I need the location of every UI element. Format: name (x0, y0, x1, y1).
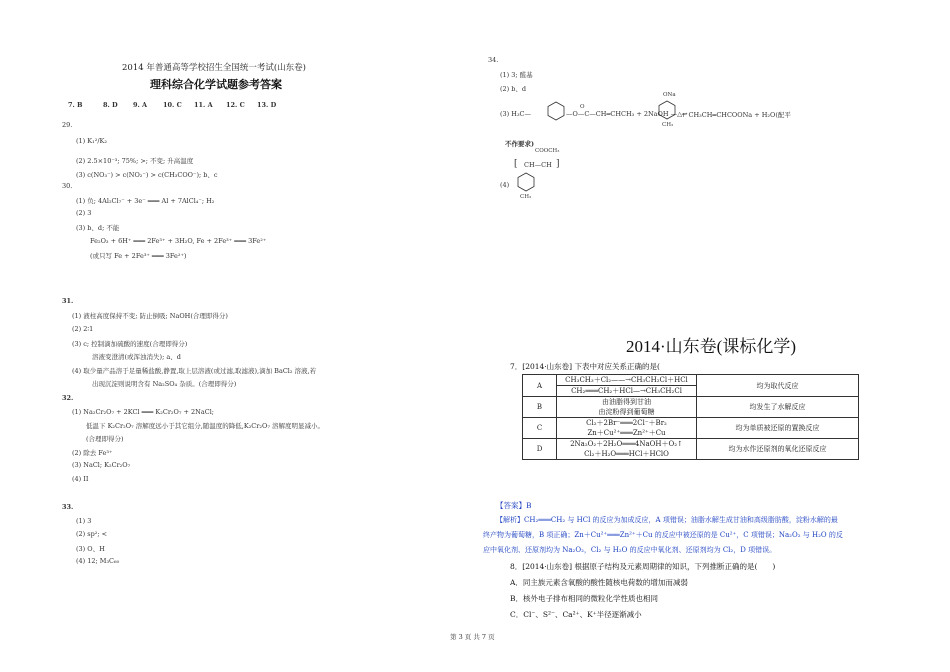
answer-key-title: 理科综合化学试题参考答案 (150, 78, 282, 91)
table-row (523, 439, 859, 450)
table-row (523, 397, 859, 408)
q31-number: 31. (62, 297, 74, 305)
polymer-ester-label: COOCH₃ (535, 148, 560, 154)
mc-answer: 11. A (194, 101, 213, 109)
q30-line: (1) 负; 4Al₂Cl₇⁻ + 3e⁻ ═══ Al + 7AlCl₄⁻; H₂ (76, 197, 215, 205)
benzene-ring-icon (658, 100, 676, 120)
option-cell: B (523, 397, 557, 418)
ona-label: ONa (663, 92, 676, 98)
relation-cell: 均发生了水解反应 (697, 397, 859, 418)
q8-stem: 8．[2014·山东卷] 根据原子结构及元素周期律的知识，下列推断正确的是( ) (510, 562, 776, 571)
q34-number: 34. (488, 56, 499, 64)
relation-cell: 均为单质被还原的置换反应 (697, 418, 859, 439)
q34-line: (1) 3; 醛基 (500, 71, 533, 79)
q31-line: (3) c; 控制滴加硫酸的速度(合理即得分) (72, 340, 188, 348)
q32-number: 32. (62, 394, 74, 402)
reaction-cell: Cl₂＋2Br⁻═══2Cl⁻＋Br₂ (557, 418, 697, 429)
q34-reaction-mid: —O—C—CH═CHCH₃ + 2NaOH —△→ (566, 110, 688, 118)
reaction-cell: CH₂═══CH₂＋HCl—→CH₃CH₂Cl (557, 386, 697, 397)
q7-analysis: 终产物为葡萄糖，B 项正确；Zn＋Cu²⁺═══Zn²⁺＋Cu 的反应中被还原的是 Cu²⁺，C 项错误；Na₂O₂ 与 H₂O 的反 (483, 531, 843, 539)
q33-line: (2) sp²; < (76, 530, 108, 538)
q33-number: 33. (62, 503, 74, 511)
reaction-cell: Cl₂＋H₂O═══HCl＋HClO (557, 449, 697, 460)
mc-answer: 8. D (103, 101, 118, 109)
q7-analysis: 【解析】CH₂═══CH₂ 与 HCl 的反应为加成反应，A 项错误；油脂水解生成甘油和高级脂肪酸，淀粉水解的最 (496, 516, 838, 524)
q31-line: (1) 液柱高度保持不变; 防止倒吸; NaOH(合理即得分) (72, 312, 228, 320)
q7-answer: 【答案】B (496, 501, 532, 510)
relation-cell: 均为取代反应 (697, 375, 859, 397)
q32-line: (1) Na₂Cr₂O₇ + 2KCl ═══ K₂Cr₂O₇ + 2NaCl; (72, 408, 214, 416)
q34-reaction-tail: 不作要求) (505, 140, 535, 148)
q31-line: (2) 2∶1 (72, 325, 94, 333)
mc-answer: 12. C (226, 101, 245, 109)
q8-option-b: B．核外电子排布相同的微粒化学性质也相同 (510, 594, 659, 603)
page-footer: 第 3 页 共 7 页 (450, 633, 495, 641)
methyl-label: CH₃ (662, 122, 674, 128)
reaction-cell: 由淀粉得到葡萄糖 (557, 407, 697, 418)
q33-line: (3) O、H (76, 545, 105, 553)
polymer-methyl-label: CH₃ (520, 194, 532, 200)
q31-line: 出现沉淀则说明含有 Na₂SO₄ 杂质。(合理即得分) (92, 380, 237, 388)
q34-line: (4) (500, 181, 510, 189)
reaction-cell: 2Na₂O₂＋2H₂O═══4NaOH＋O₂↑ (557, 439, 697, 450)
option-cell: D (523, 439, 557, 460)
q32-line: 低温下 K₂Cr₂O₇ 溶解度远小于其它组分,随温度的降低,K₂Cr₂O₇ 溶解度明显减小。 (86, 422, 324, 430)
q30-line: (2) 3 (76, 209, 92, 217)
q30-line: Fe₂O₃ + 6H⁺ ═══ 2Fe³⁺ + 3H₂O, Fe + 2Fe³⁺ ═══ 3Fe²⁺ (90, 237, 267, 245)
q34-line: (2) b、d (500, 85, 527, 93)
q30-line: (3) b、d; 不能 (76, 224, 120, 232)
q34-reaction-prefix: (3) H₃C— (500, 110, 532, 118)
reaction-cell: Zn＋Cu²⁺═══Zn²⁺＋Cu (557, 428, 697, 439)
mc-answer: 10. C (163, 101, 182, 109)
relation-cell: 均为水作还原剂的氧化还原反应 (697, 439, 859, 460)
q7-analysis: 应中氧化剂、还原剂均为 Na₂O₂，Cl₂ 与 H₂O 的反应中氧化剂、还原剂均为 Cl₂，D 项错误。 (483, 546, 777, 554)
q32-line: (合理即得分) (86, 435, 124, 443)
q33-line: (4) 12; M₃C₆₀ (76, 557, 120, 565)
q34-reaction-end: + CH₃CH═CHCOONa + H₂O(配平 (681, 111, 791, 119)
section-title: 2014·山东卷(课标化学) (626, 337, 796, 356)
table-row (523, 418, 859, 429)
reaction-cell: CH₃CH₃＋Cl₂——→CH₃CH₂Cl＋HCl (557, 375, 697, 386)
q29-number: 29. (62, 121, 73, 129)
polymer-bracket-left: [ (514, 159, 518, 169)
option-cell: A (523, 375, 557, 397)
q32-line: (3) NaCl; K₂Cr₂O₇ (72, 461, 131, 469)
polymer-chain-label: CH—CH (524, 161, 552, 169)
q7-table (522, 374, 859, 460)
benzene-ring-icon (517, 172, 535, 192)
mc-answer: 9. A (133, 101, 148, 109)
answer-key-header: 2014 年普通高等学校招生全国统一考试(山东卷) (122, 63, 306, 73)
q31-line: (4) 取少量产品溶于足量稀盐酸,静置,取上层溶液(或过滤,取滤液),滴加 BaCl₂ 溶液,若 (72, 367, 317, 375)
polymer-bracket-right: ] (556, 159, 560, 169)
q7-stem: 7．[2014·山东卷] 下表中对应关系正确的是( (510, 362, 660, 371)
q30-line: (或只写 Fe + 2Fe³⁺ ═══ 3Fe²⁺) (90, 252, 187, 260)
q32-line: (2) 除去 Fe³⁺ (72, 449, 113, 457)
carbonyl-oxygen-label: O (580, 104, 585, 110)
q33-line: (1) 3 (76, 517, 92, 525)
mc-answer: 7. B (68, 101, 83, 109)
benzene-ring-icon (547, 101, 565, 121)
q8-option-c: C．Cl⁻、S²⁻、Ca²⁺、K⁺半径逐渐减小 (510, 610, 642, 619)
q29-line: (3) c(NO₃⁻) > c(NO₂⁻) > c(CH₃COO⁻); b、c (76, 171, 218, 179)
q31-line: 溶液变澄清(或浑浊消失); a、d (92, 353, 181, 361)
option-cell: C (523, 418, 557, 439)
mc-answer: 13. D (257, 101, 277, 109)
q8-option-a: A．同主族元素含氧酸的酸性随核电荷数的增加而减弱 (510, 578, 688, 587)
q32-line: (4) II (72, 475, 89, 483)
q29-line: (2) 2.5×10⁻³; 75%; >; 不变; 升高温度 (76, 157, 194, 165)
q29-line: (1) K₁²/K₂ (76, 137, 107, 145)
reaction-cell: 由油脂得到甘油 (557, 397, 697, 408)
q30-number: 30. (62, 182, 73, 190)
table-row (523, 375, 859, 386)
